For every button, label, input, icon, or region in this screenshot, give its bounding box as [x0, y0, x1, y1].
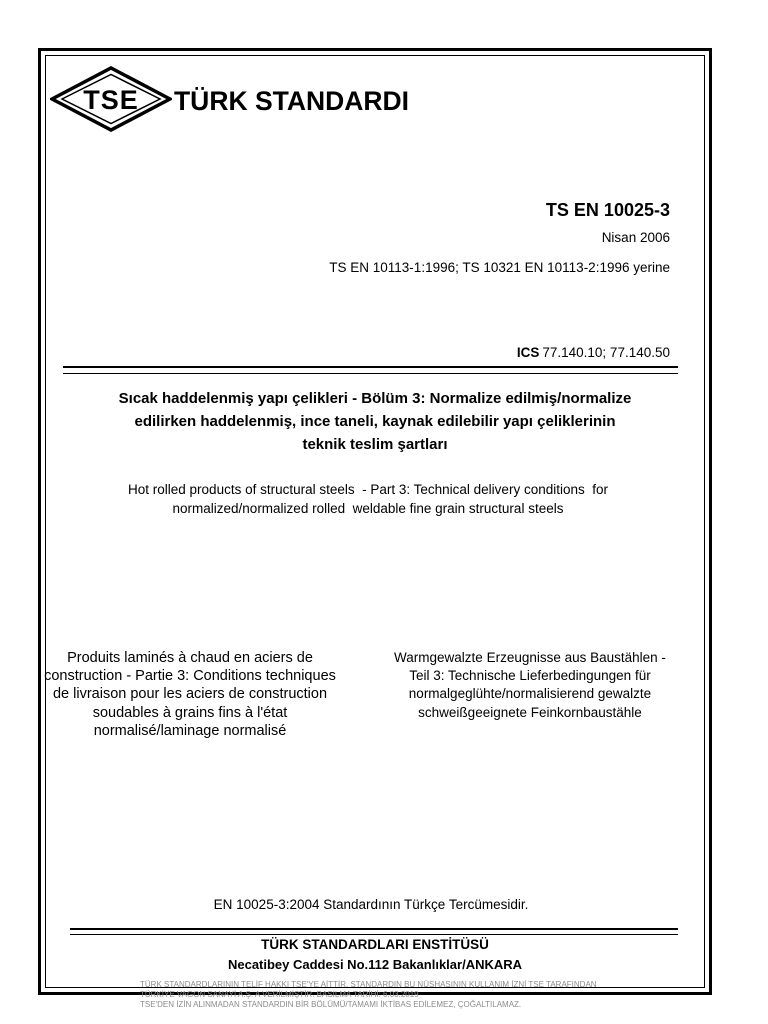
title-german-line: normalgeglühte/normalisierend gewalzte [408, 686, 652, 701]
title-german-line: Warmgewalzte Erzeugnisse aus Baustählen - [394, 650, 666, 665]
title-english-line: normalized/normalized rolled weldable fine grain structural steels [172, 501, 564, 516]
title-french-line: normalisé/laminage normalisé [93, 723, 287, 739]
upper-rule-thin [63, 373, 678, 374]
copyright-notice-line: TSE'DEN İZİN ALINMADAN STANDARDIN BİR BÖLÜMÜ/TAMAMI İKTİBAS EDİLEMEZ, ÇOĞALTILAMAZ. [140, 1000, 522, 1009]
organization-title: TÜRK STANDARDI [174, 86, 410, 116]
title-french-line: soudables à grains fins à l'état [92, 705, 288, 721]
title-german-line: schweißgeeignete Feinkornbaustähle [418, 705, 642, 720]
title-turkish-line: edilirken haddelenmiş, ince taneli, kaynak edilebilir yapı çeliklerinin [134, 413, 616, 430]
lower-rule-thick [70, 928, 678, 930]
title-french-line: Produits laminés à chaud en aciers de [67, 650, 313, 666]
page-frame-inner [45, 55, 705, 988]
translation-note: EN 10025-3:2004 Standardının Türkçe Tercümesidir. [213, 897, 529, 912]
standard-number: TS EN 10025-3 [545, 200, 670, 220]
ics-label: ICS [516, 345, 540, 360]
ics-codes: 77.140.10; 77.140.50 [542, 345, 670, 360]
logo-text: TSE [83, 85, 139, 115]
title-french-line: construction - Partie 3: Conditions techniques [44, 668, 336, 684]
publisher-address: Necatibey Caddesi No.112 Bakanlıklar/ANKARA [227, 957, 523, 972]
title-french-line: de livraison pour les aciers de construction [52, 686, 328, 702]
title-turkish-line: teknik teslim şartları [302, 436, 448, 453]
lower-rule-thin [70, 934, 678, 935]
standard-date: Nisan 2006 [601, 230, 670, 245]
replaced-standards: TS EN 10113-1:1996; TS 10321 EN 10113-2:1996 yerine [329, 260, 670, 275]
copyright-notice-line: TÜRK STANDARDLARININ TELİF HAKKI TSE'YE AİTTİR. STANDARDIN BU NÜSHASININ KULLANIM İZNİ TSE TARAFINDAN [140, 980, 597, 989]
publisher-name: TÜRK STANDARDLARI ENSTİTÜSÜ [261, 937, 489, 952]
title-english-line: Hot rolled products of structural steels - Part 3: Technical delivery conditions for [128, 482, 608, 497]
title-turkish-line: Sıcak haddelenmiş yapı çelikleri - Bölüm 3: Normalize edilmiş/normalize [118, 390, 632, 407]
tse-logo [50, 66, 172, 132]
title-german-line: Teil 3: Technische Lieferbedingungen für [409, 668, 651, 683]
upper-rule-thick [63, 366, 678, 368]
ics-classification [517, 345, 670, 361]
copyright-notice-line: TÜRKİYE VAGON SANAYİ A.Ş. A VERİLMİŞTİR. BASILMA TARİHİ: 6.03.2019 [140, 990, 419, 999]
